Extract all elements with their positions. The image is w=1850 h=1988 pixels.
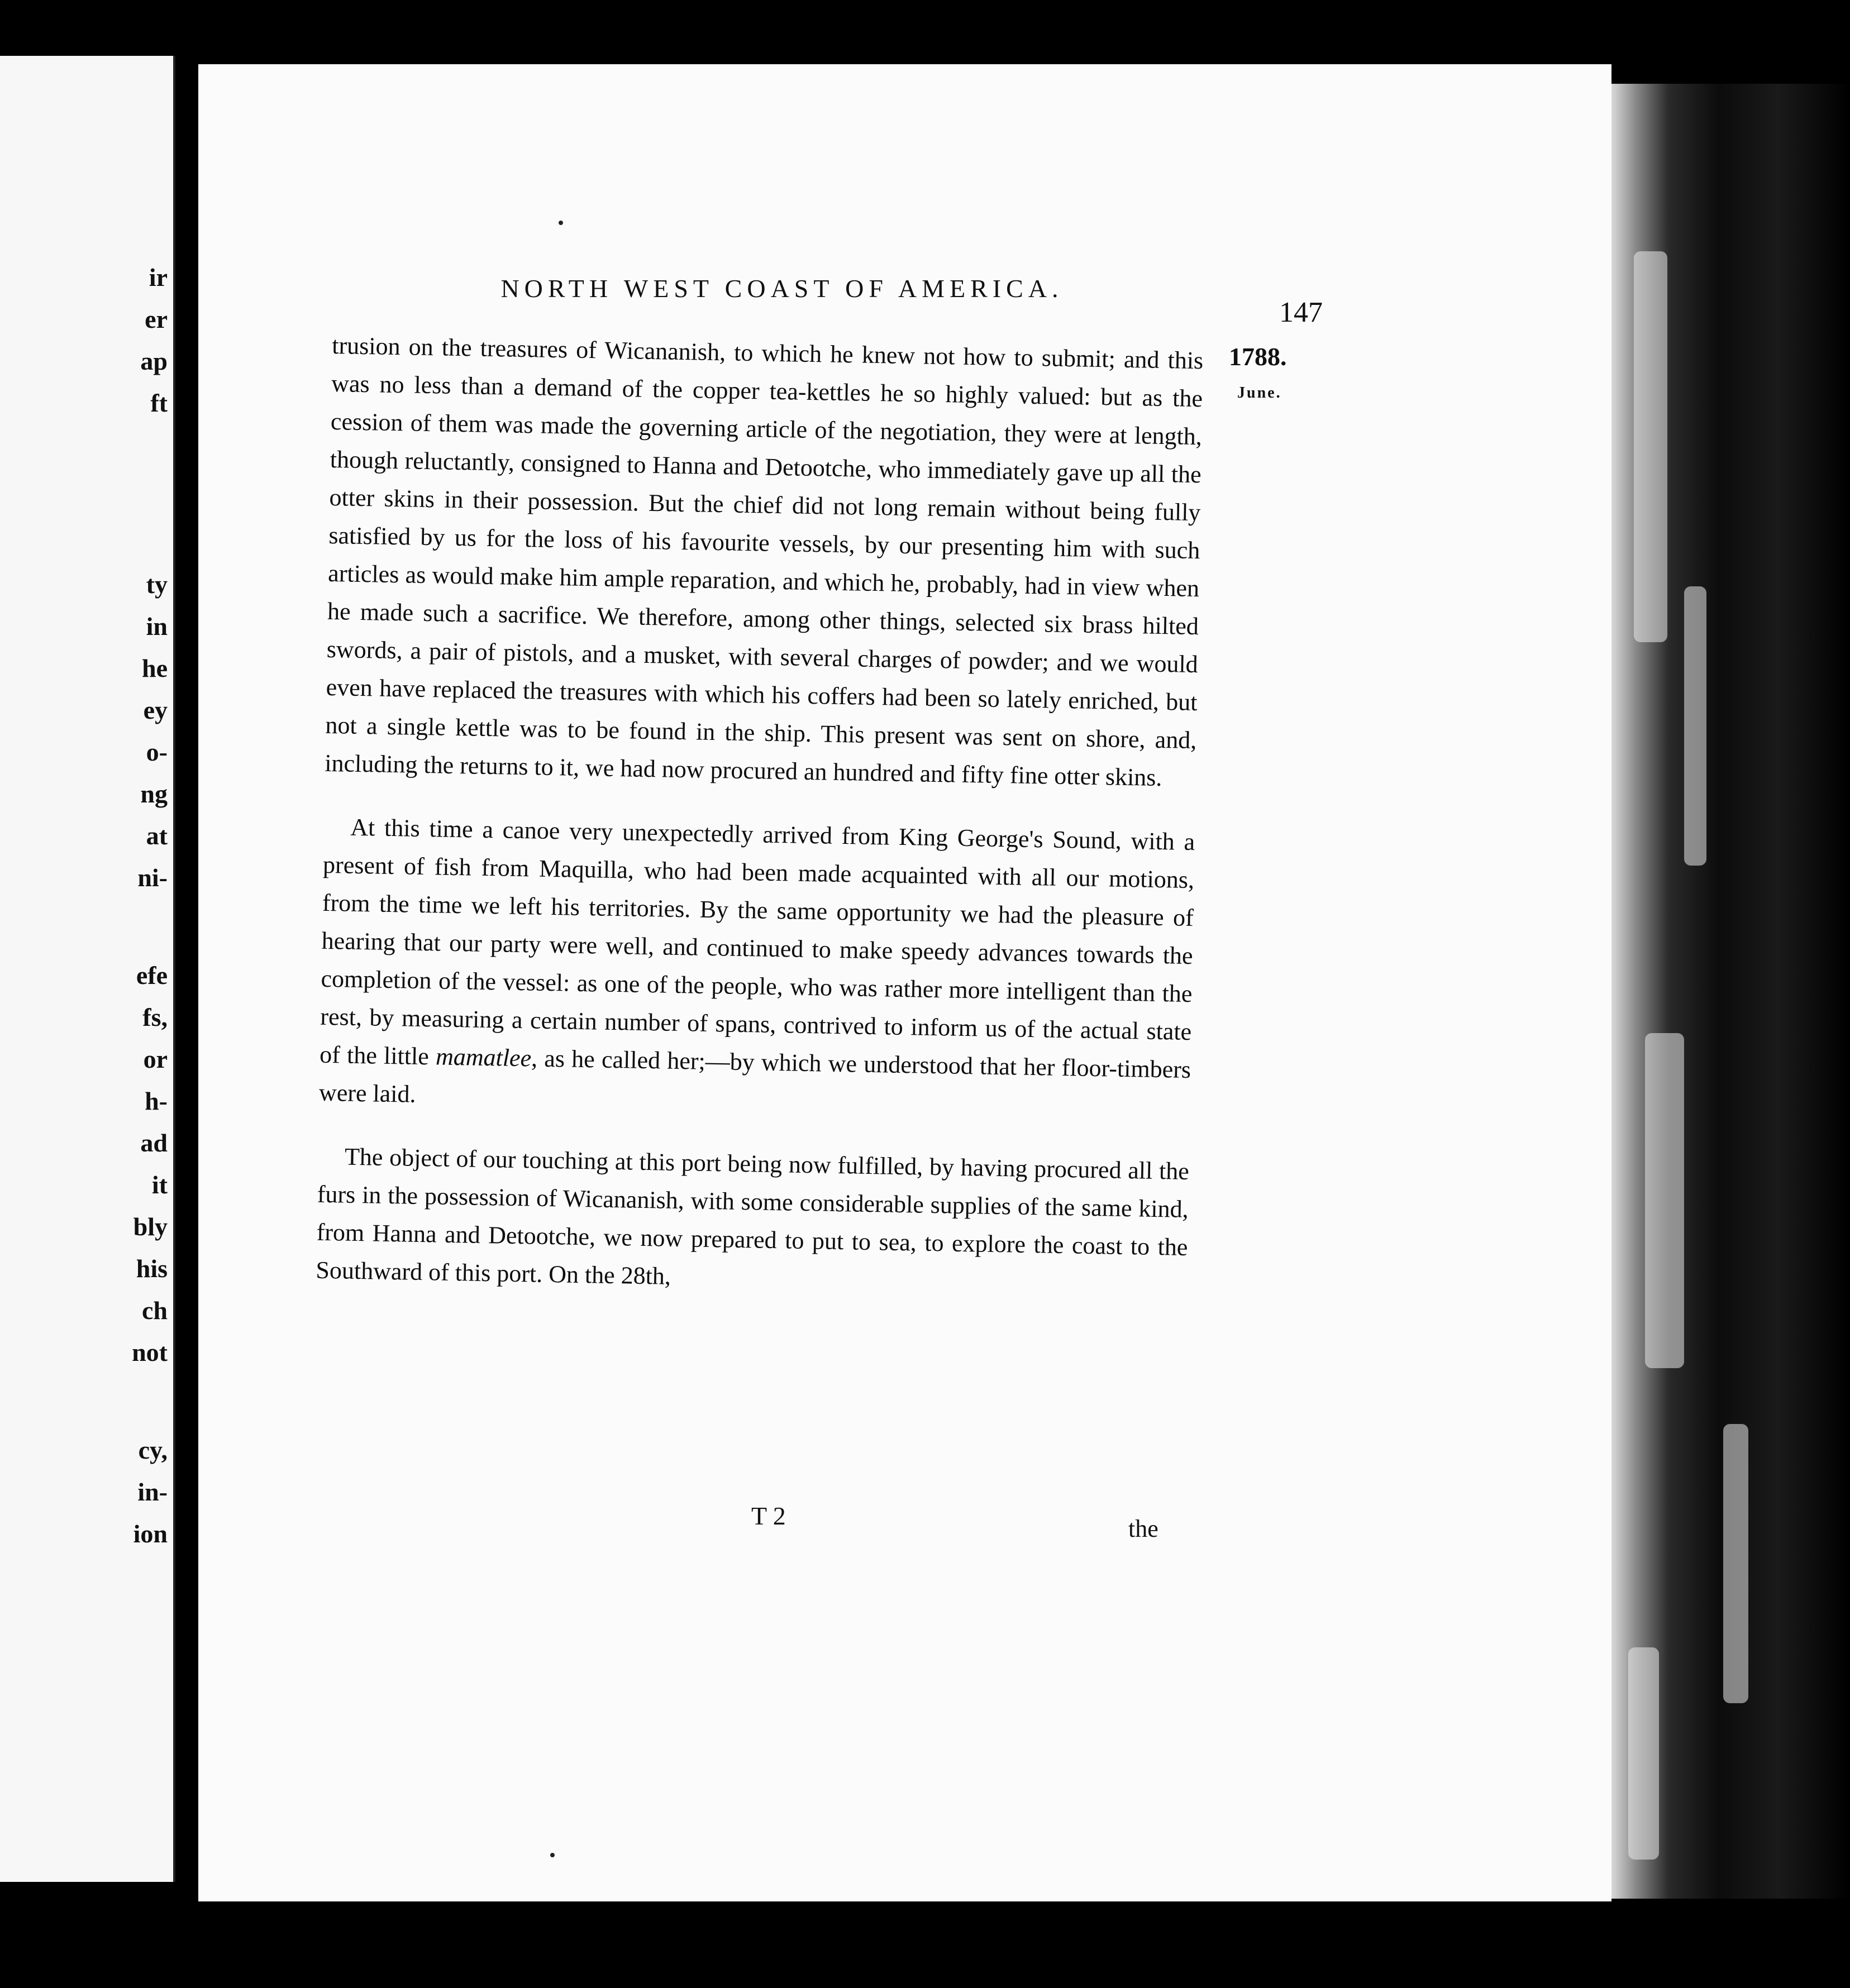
facing-page-fragment: in — [146, 612, 168, 641]
facing-page-fragment: ni- — [137, 863, 168, 892]
paragraph-2-italic-word: mamatlee — [435, 1043, 532, 1072]
facing-page-fragment: efe — [136, 961, 168, 990]
facing-page-fragment: ion — [133, 1519, 168, 1548]
facing-page-fragment: o- — [146, 738, 168, 766]
facing-page-fragment: ng — [140, 780, 168, 808]
facing-page-fragment: h- — [145, 1087, 168, 1115]
paragraph-1: trusion on the treasures of Wicananish, to which he knew not how to submit; and this was no less than a demand of the copper tea-kettles he so highly valued: but as the cession of them was made the governing article of the negotiation, they were at length, though reluctantly, consigned to Hanna and Detootche, who immediately gave up all the otter skins in their possession. But the chief did not long remain without being fully satisfied by us for the loss of his favourite vessels, by our presenting him with such articles as would make him ample reparation, and which he, probably, had in view when he made such a sacrifice. We therefore, among other things, selected six brass hilted swords, a pair of pistols, and a musket, with several charges of powder; and we would even have replaced the treasures with which his coffers had been so lately enriched, but not a single kettle was to be found in the ship. This present was sent on shore, and, including the returns to it, we had now procured an hundred and fifty fine otter skins. — [324, 331, 1204, 792]
paragraph-2 — [318, 808, 1195, 1127]
facing-page-fragment: he — [142, 654, 168, 682]
facing-page-fragment: it — [151, 1170, 168, 1199]
facing-page-fragment: at — [146, 821, 168, 850]
facing-page-fragment: in- — [137, 1478, 168, 1506]
facing-page-fragment: er — [145, 305, 168, 333]
paragraph-2-text-b: , as he called her;—by which we understood that her floor-timbers were laid. — [318, 1044, 1191, 1108]
paragraph-3: The object of our touching at this port being now fulfilled, by having procured all the furs in the possession of Wicananish, with some considerable supplies of the same kind, from Hanna and Detootche, we now prepared to put to sea, to explore the coast to the Southward of this port. On the 28th, — [316, 1143, 1190, 1290]
facing-page-fragment: ft — [150, 389, 168, 417]
body-text — [315, 327, 1204, 1330]
facing-page-fragment: ch — [142, 1296, 168, 1325]
signature-mark: T 2 — [751, 1502, 786, 1530]
facing-page-fragment: ap — [140, 347, 168, 375]
facing-page-fragment: cy, — [138, 1436, 168, 1464]
margin-month: June. — [1237, 384, 1282, 402]
facing-page-fragment: ty — [146, 570, 168, 599]
facing-page-fragment: fs, — [142, 1003, 168, 1031]
catchword: the — [1128, 1515, 1158, 1542]
page-edge-shadow — [1611, 84, 1850, 1899]
paragraph-2-text-a: At this time a canoe very unexpectedly arrived from King George's Sound, with a present of fish from Maquilla, who had been made acquainted with all our motions, from the time we left his territories. By the same opportunity we had the pleasure of hearing that our party were well, and continued to make speedy advances towards the completion of the vessel: as one of the people, who was rather more intelligent than the rest, by measuring a certain number of spans, contrived to inform us of the actual state of the little — [319, 813, 1195, 1071]
facing-page-fragment: not — [132, 1338, 168, 1366]
facing-page-fragment: or — [143, 1045, 168, 1073]
facing-page-fragment: ey — [143, 696, 168, 724]
facing-page-fragment: ad — [140, 1129, 168, 1157]
facing-page-fragment: his — [136, 1254, 168, 1283]
running-title: NORTH WEST COAST OF AMERICA. — [500, 274, 1064, 303]
facing-page-fragment: bly — [133, 1212, 168, 1241]
margin-year: 1788. — [1229, 342, 1287, 371]
facing-page-fragment: ir — [149, 263, 168, 291]
page-number: 147 — [1279, 297, 1323, 328]
facing-page — [0, 56, 175, 1882]
ink-speck — [559, 221, 563, 225]
ink-speck — [550, 1853, 555, 1857]
